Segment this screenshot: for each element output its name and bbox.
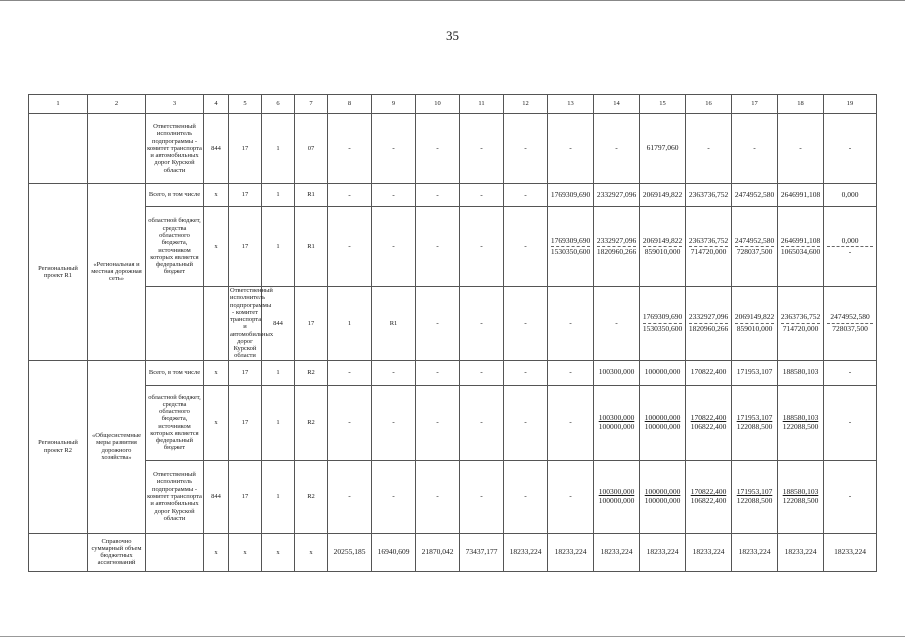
value-top: 100000,000 [644,487,681,497]
split-value-cell [778,207,824,287]
table-row [29,533,877,571]
value-cell: 188580,103 [778,360,824,385]
value-bottom: 122088,500 [736,495,773,505]
value-bottom: 106822,400 [690,495,727,505]
value-bottom: 100000,000 [644,421,681,431]
value-cell: - [416,360,460,385]
value-cell: 73437,177 [460,533,504,571]
header-cell: 10 [416,95,460,114]
empty-cell [146,287,204,361]
value-top: 170822,400 [690,487,727,497]
value-cell: 2646991,108 [778,184,824,207]
value-cell: 18233,224 [732,533,778,571]
value-cell: - [548,385,594,460]
value-top: 1769309,690 [642,312,683,322]
header-cell: 6 [262,95,295,114]
header-cell: 15 [640,95,686,114]
code-cell: 844 [204,114,229,184]
code-cell: R1 [295,184,328,207]
code-cell: x [229,533,262,571]
split-value-cell [686,287,732,361]
value-top: 188580,103 [782,413,819,423]
value-top: 100300,000 [598,413,635,423]
header-cell: 9 [372,95,416,114]
source-cell: Всего, в том числе [146,184,204,207]
source-cell: Всего, в том числе [146,360,204,385]
value-bottom: 106822,400 [690,421,727,431]
value-bottom: 728037,500 [832,323,868,333]
value-cell: 18233,224 [640,533,686,571]
split-value-cell [640,287,686,361]
table-row [29,114,877,184]
value-cell: - [328,184,372,207]
value-cell: - [460,184,504,207]
value-cell: - [372,207,416,287]
header-cell: 3 [146,95,204,114]
header-cell: 18 [778,95,824,114]
code-cell: x [204,207,229,287]
code-cell: 07 [295,114,328,184]
code-cell: 844 [204,460,229,533]
value-top: 188580,103 [782,487,819,497]
header-cell: 1 [29,95,88,114]
value-cell: - [328,360,372,385]
code-cell: 1 [262,184,295,207]
value-cell: 100300,000 [594,360,640,385]
value-bottom: 728037,500 [736,247,773,256]
value-cell: - [460,114,504,184]
split-value-cell [594,460,640,533]
value-cell: - [416,114,460,184]
value-top: 2363736,752 [688,235,729,245]
value-top: 170822,400 [690,413,727,423]
value-bottom: 122088,500 [736,421,773,431]
value-cell: 18233,224 [778,533,824,571]
code-cell: 17 [229,114,262,184]
split-value-cell [732,460,778,533]
split-value-cell [640,460,686,533]
table-row [29,385,877,460]
value-cell: 0,000 [824,184,877,207]
value-top: 2474952,580 [830,312,870,322]
value-cell: - [416,460,460,533]
value-top: 2474952,580 [734,235,775,245]
empty-cell [29,533,88,571]
code-cell: x [295,533,328,571]
empty-cell [88,114,146,184]
code-cell: R1 [372,287,416,361]
value-cell: 1769309,690 [548,184,594,207]
value-bottom: 100000,000 [644,495,681,505]
split-value-cell [686,385,732,460]
code-cell: x [204,184,229,207]
value-cell: - [372,460,416,533]
code-cell: R1 [295,207,328,287]
value-cell: - [328,114,372,184]
value-cell: - [824,360,877,385]
value-cell: - [460,287,504,361]
value-cell: - [824,460,877,533]
value-cell: 20255,185 [328,533,372,571]
project-title-cell: «Общесистемные меры развития дорожного хозяйства» [88,360,146,533]
value-cell: - [504,287,548,361]
value-cell: - [504,360,548,385]
value-top: 2069149,822 [642,235,683,245]
value-cell: - [504,207,548,287]
value-bottom: 1530350,600 [642,323,683,333]
code-cell: 17 [229,385,262,460]
value-cell: 2069149,822 [640,184,686,207]
code-cell: 1 [262,114,295,184]
value-cell: - [732,114,778,184]
value-cell: 16940,609 [372,533,416,571]
code-cell: 1 [262,207,295,287]
code-cell: 17 [229,460,262,533]
split-value-cell [778,385,824,460]
value-cell: - [594,114,640,184]
value-cell: - [778,114,824,184]
value-cell: - [548,460,594,533]
header-cell: 7 [295,95,328,114]
code-cell: x [204,533,229,571]
header-cell: 17 [732,95,778,114]
value-bottom: - [848,247,852,256]
project-name-cell: Региональный проект R1 [29,184,88,361]
value-cell: - [416,207,460,287]
value-cell: 170822,400 [686,360,732,385]
split-value-cell [594,385,640,460]
value-cell: 2474952,580 [732,184,778,207]
value-cell: 2332927,096 [594,184,640,207]
header-cell: 4 [204,95,229,114]
value-bottom: 714720,000 [690,247,727,256]
value-cell: - [824,114,877,184]
code-cell: 17 [229,207,262,287]
source-cell: Ответственный исполнитель подпрограммы - комитет транспорта и автомобильных дорог Курской области [146,460,204,533]
value-bottom: 100000,000 [598,421,635,431]
value-cell: - [594,287,640,361]
header-cell: 2 [88,95,146,114]
project-title-cell: «Региональная и местная дорожная сеть» [88,184,146,361]
value-cell: 61797,060 [640,114,686,184]
value-bottom: 859010,000 [736,323,773,333]
value-cell: - [548,287,594,361]
value-cell: - [328,385,372,460]
value-cell: - [504,460,548,533]
value-bottom: 714720,000 [782,323,819,333]
split-value-cell [686,207,732,287]
split-value-cell [824,287,877,361]
header-cell: 19 [824,95,877,114]
source-cell: Ответственный исполнитель подпрограммы - комитет транспорта и автомобильных дорог Курской области [230,287,274,360]
code-cell: 17 [229,184,262,207]
value-top: 2069149,822 [734,312,775,322]
header-cell: 16 [686,95,732,114]
value-cell: - [824,385,877,460]
value-cell: - [416,287,460,361]
value-top: 1769309,690 [550,235,591,245]
split-value-cell [594,207,640,287]
header-cell: 5 [229,95,262,114]
value-cell: 18233,224 [548,533,594,571]
code-cell: 17 [229,360,262,385]
value-cell: - [372,385,416,460]
header-row [29,95,877,114]
source-cell: Ответственный исполнитель подпрограммы - комитет транспорта и автомобильных дорог Курской области [146,114,204,184]
empty-cell [29,114,88,184]
budget-table [28,94,877,572]
split-value-cell [640,207,686,287]
value-cell: - [548,360,594,385]
table-row [29,360,877,385]
value-cell: 100000,000 [640,360,686,385]
value-bottom: 122088,500 [782,421,819,431]
split-value-cell [824,207,877,287]
split-value-cell [686,460,732,533]
split-value-cell [732,287,778,361]
page-bottom-border [0,636,905,637]
value-cell: 18233,224 [686,533,732,571]
value-cell: 18233,224 [504,533,548,571]
code-cell: R2 [295,360,328,385]
value-cell: 21870,042 [416,533,460,571]
value-cell: - [460,360,504,385]
split-value-cell [732,385,778,460]
value-cell: - [504,114,548,184]
code-cell: x [262,533,295,571]
value-cell: - [504,385,548,460]
empty-cell [146,533,204,571]
value-bottom: 1820960,266 [688,323,729,333]
value-bottom: 1530350,600 [550,247,591,256]
header-cell: 12 [504,95,548,114]
value-bottom: 859010,000 [644,247,681,256]
split-value-cell [732,207,778,287]
value-cell: - [416,184,460,207]
code-cell: x [204,360,229,385]
value-cell: - [372,184,416,207]
page-number: 35 [446,28,459,43]
code-cell: 1 [328,287,372,361]
value-top: 2332927,096 [688,312,729,322]
split-value-cell [640,385,686,460]
value-cell: - [504,184,548,207]
code-cell: 1 [262,360,295,385]
header-cell: 8 [328,95,372,114]
value-cell: - [328,207,372,287]
value-cell: 171953,107 [732,360,778,385]
value-top: 171953,107 [736,413,773,423]
code-cell: 17 [295,287,328,361]
empty-cell [204,287,229,361]
header-cell: 14 [594,95,640,114]
code-cell: 844 [262,287,295,361]
split-value-cell [778,460,824,533]
value-top: 0,000 [841,235,859,245]
value-cell: 2363736,752 [686,184,732,207]
split-value-cell [778,287,824,361]
value-cell: 18233,224 [824,533,877,571]
project-name-cell: Региональный проект R2 [29,360,88,533]
value-bottom: 1820960,266 [596,247,637,256]
value-cell: 18233,224 [594,533,640,571]
value-bottom: 100000,000 [598,495,635,505]
table-row [29,287,877,361]
source-cell: областной бюджет, средства областного бюджета, источником которых является федеральный бюджет [146,385,204,460]
value-cell: - [372,114,416,184]
value-top: 171953,107 [736,487,773,497]
value-top: 100000,000 [644,413,681,423]
value-top: 2363736,752 [780,312,821,322]
header-cell: 11 [460,95,504,114]
value-cell: - [460,385,504,460]
source-cell: областной бюджет, средства областного бюджета, источником которых является федеральный бюджет [146,207,204,287]
table-row [29,460,877,533]
table-row [29,184,877,207]
code-cell: 1 [262,385,295,460]
code-cell: R2 [295,385,328,460]
value-bottom: 1065034,600 [780,247,821,256]
summary-label-cell: Справочно суммарный объем бюджетных ассигнований [88,533,146,571]
value-bottom: 122088,500 [782,495,819,505]
value-cell: - [372,360,416,385]
header-cell: 13 [548,95,594,114]
value-top: 2646991,108 [780,235,821,245]
value-top: 100300,000 [598,487,635,497]
value-cell: - [460,207,504,287]
code-cell: R2 [295,460,328,533]
table-row [29,207,877,287]
value-cell: - [686,114,732,184]
value-cell: - [460,460,504,533]
code-cell: x [204,385,229,460]
value-cell: - [548,114,594,184]
value-cell: - [328,460,372,533]
code-cell: 1 [262,460,295,533]
split-value-cell [548,207,594,287]
page-top-border [0,0,905,1]
value-top: 2332927,096 [596,235,637,245]
value-cell: - [416,385,460,460]
